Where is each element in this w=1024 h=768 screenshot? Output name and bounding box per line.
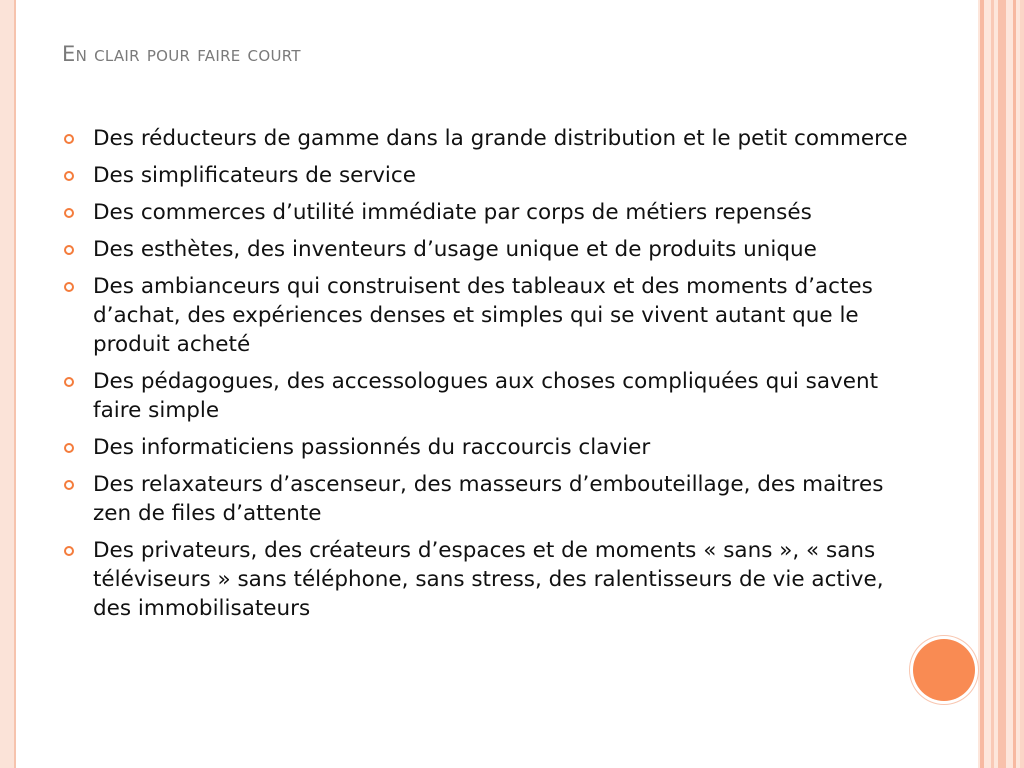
circle-bullet-icon [64,134,74,144]
bullet-text: Des ambianceurs qui construisent des tableaux et des moments d’actes d’achat, des expériences denses et simples qui se vivent autant que le produit acheté [93,274,873,357]
orange-circle-decoration [913,639,975,701]
circle-bullet-icon [64,282,74,292]
bullet-text: Des pédagogues, des accessologues aux choses compliquées qui savent faire simple [93,369,879,423]
bullet-item [64,198,914,227]
right-stripe [1020,0,1024,768]
bullet-list [64,124,914,631]
bullet-item [64,161,914,190]
bullet-item [64,433,914,462]
right-stripe [980,0,984,768]
right-stripe [991,0,994,768]
bullet-item [64,272,914,359]
right-stripe [1013,0,1016,768]
circle-bullet-icon [64,443,74,453]
bullet-text: Des informaticiens passionnés du raccourcis clavier [93,435,651,460]
left-border-decoration [0,0,16,768]
bullet-item [64,367,914,425]
bullet-text: Des esthètes, des inventeurs d’usage unique et de produits unique [93,237,817,262]
bullet-text: Des commerces d’utilité immédiate par corps de métiers repensés [93,200,812,225]
bullet-item [64,470,914,528]
slide-title: En clair pour faire court [62,42,301,66]
bullet-text: Des relaxateurs d’ascenseur, des masseurs d’embouteillage, des maitres zen de files d’attente [93,472,884,526]
circle-bullet-icon [64,171,74,181]
circle-bullet-icon [64,480,74,490]
bullet-text: Des privateurs, des créateurs d’espaces et de moments « sans », « sans téléviseurs » sans téléphone, sans stress, des ralentisseurs de vie active, des immobilisateurs [93,538,884,621]
right-border-decoration [978,0,1024,768]
bullet-text: Des réducteurs de gamme dans la grande distribution et le petit commerce [93,126,908,151]
circle-bullet-icon [64,208,74,218]
bullet-item [64,124,914,153]
bullet-item [64,235,914,264]
circle-bullet-icon [64,546,74,556]
circle-bullet-icon [64,377,74,387]
bullet-item [64,536,914,623]
right-stripe [998,0,1006,768]
circle-bullet-icon [64,245,74,255]
bullet-text: Des simplificateurs de service [93,163,416,188]
